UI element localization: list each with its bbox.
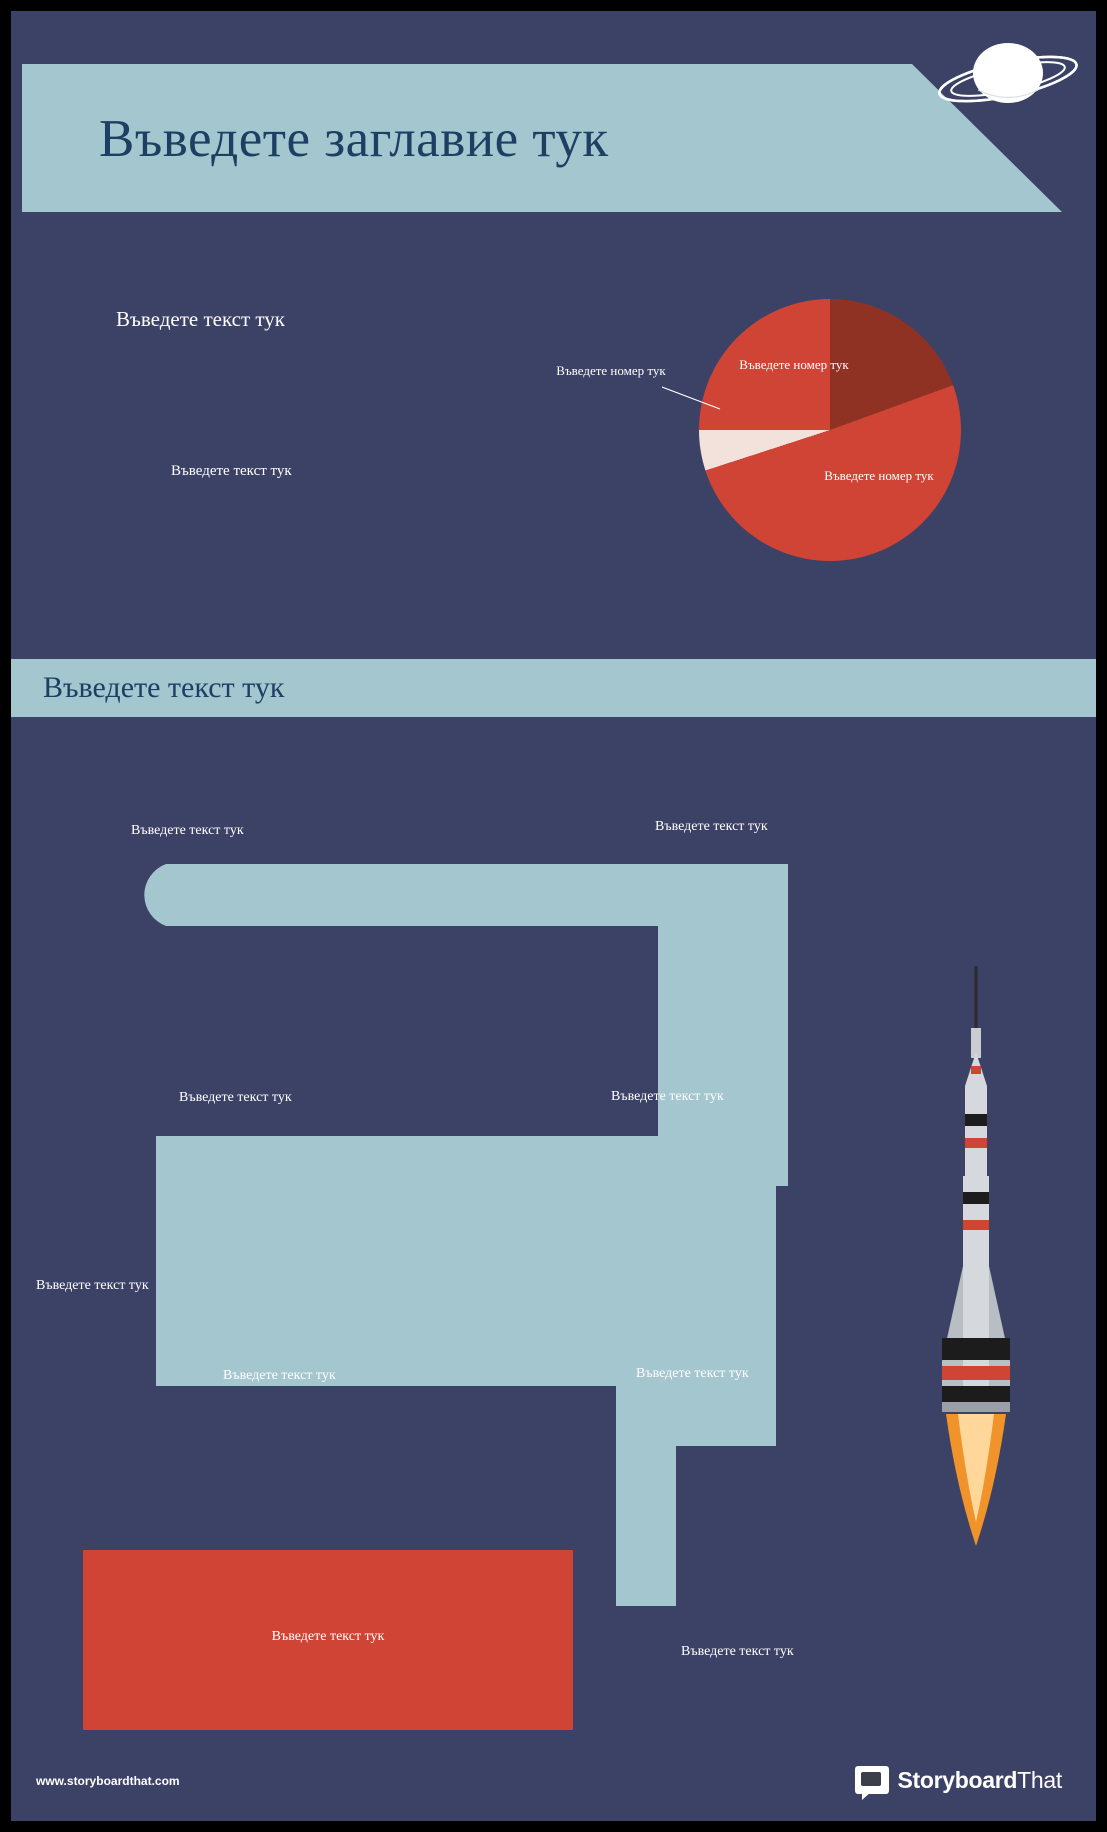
flow-label-7: Въведете текст тук	[636, 1366, 749, 1381]
flow-label-6: Въведете текст тук	[223, 1368, 336, 1383]
pie-slice-label-dark-red: Въведете номер тук	[739, 357, 849, 372]
pie-slice-label-red: Въведете номер тук	[824, 468, 934, 483]
saturn-planet-icon	[916, 33, 1091, 153]
footer-url[interactable]: www.storyboardthat.com	[36, 1774, 180, 1788]
page-title: Въведете заглавие тук	[99, 110, 609, 168]
flow-label-8: Въведете текст тук	[681, 1644, 794, 1659]
top-text-1: Въведете текст тук	[116, 307, 285, 331]
brand-name-light: That	[1017, 1766, 1062, 1793]
top-text-2: Въведете текст тук	[171, 463, 292, 479]
poster-canvas	[11, 11, 1096, 1821]
flow-label-1: Въведете текст тук	[131, 823, 244, 838]
flow-label-3: Въведете текст тук	[179, 1090, 292, 1105]
brand-wordmark	[897, 1767, 1062, 1794]
flow-label-4: Въведете текст тук	[611, 1089, 724, 1104]
speech-bubble-icon	[855, 1766, 889, 1794]
pie-leader-line	[662, 383, 722, 413]
brand-name-bold: Storyboard	[897, 1766, 1018, 1793]
pie-chart	[699, 299, 961, 561]
flow-label-5: Въведете текст тук	[36, 1278, 149, 1293]
section-title: Въведете текст тук	[43, 671, 285, 704]
pie-slice-label-cream: Въведете номер тук	[556, 363, 666, 378]
red-callout-label: Въведете текст тук	[271, 1629, 385, 1644]
pie-chart-slices	[699, 299, 961, 561]
rocket-icon	[916, 966, 1036, 1546]
storyboardthat-logo	[855, 1763, 1062, 1797]
flow-label-2: Въведете текст тук	[655, 819, 768, 834]
